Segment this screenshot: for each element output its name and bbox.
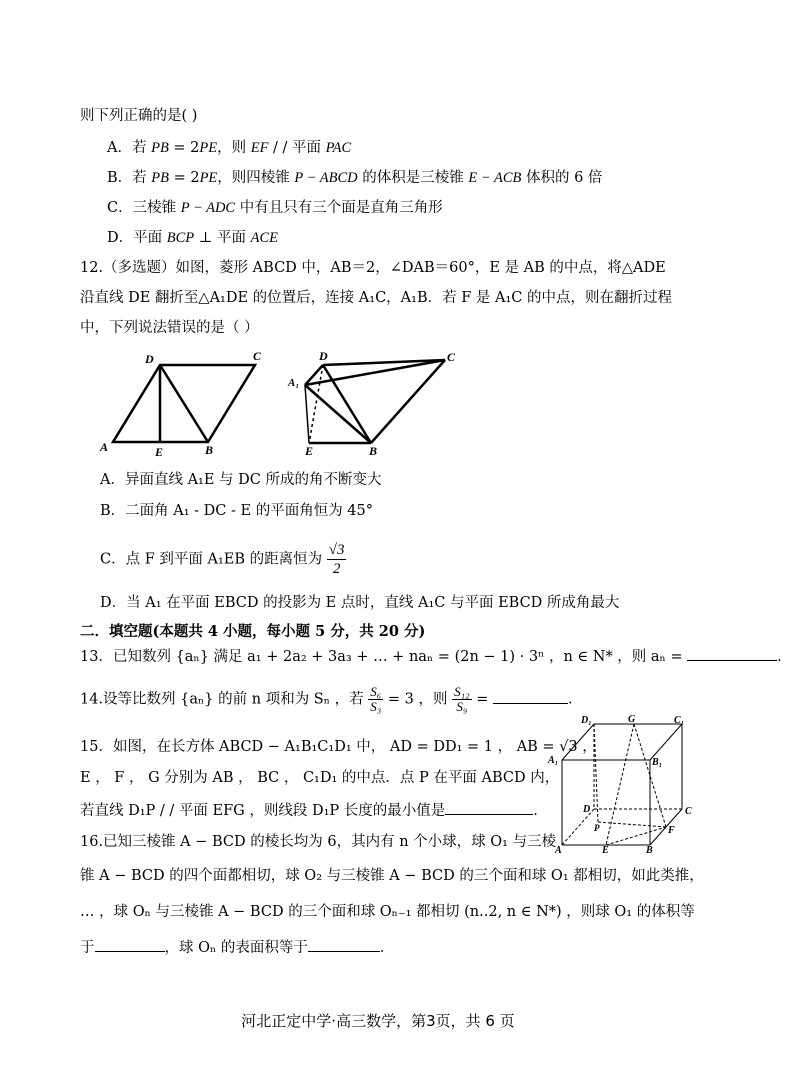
q11-option-c: C．三棱锥 P − ADC 中有且只有三个面是直角三角形 (107, 200, 443, 216)
label-d: D (319, 349, 328, 363)
label-a: A (100, 440, 109, 454)
q15-line3: 若直线 D₁P / / 平面 EFG ，则线段 D₁P 长度的最小值是 ． (80, 800, 548, 821)
q12-option-a: A．异面直线 A₁E 与 DC 所成的角不断变大 (100, 472, 382, 488)
label-a1: A₁ (548, 755, 559, 766)
q11-option-a: A．若 PB = 2PE，则 EF / / 平面 PAC (107, 140, 352, 156)
q16-answer-blank-2[interactable] (308, 937, 380, 952)
page-footer: 河北正定中学·高三数学，第3页，共 6 页 (241, 1012, 515, 1030)
label-a: A (555, 845, 562, 856)
label-c1: C₁ (674, 715, 685, 726)
q12-figure-rhombus (95, 345, 275, 460)
q16-line3: … ，球 Oₙ 与三棱锥 A − BCD 的三个面和球 Oₙ₋₁ 都相切 (n..2, n ∈ N*) ，则球 O₁ 的体积等 (80, 904, 695, 920)
label-f: F (668, 825, 675, 836)
q15-cuboid-figure (548, 712, 696, 854)
q15-line1: 15．如图，在长方体 ABCD − A₁B₁C₁D₁ 中， AD = DD₁ = 1 ， AB = √3 ， (80, 739, 597, 755)
q12-line1: 12.（多选题）如图，菱形 ABCD 中，AB＝2，∠DAB＝60°，E 是 AB 的中点，将△ADE (80, 260, 666, 276)
q16-line1: 16.已知三棱锥 A − BCD 的棱长均为 6，其内有 n 个小球，球 O₁ 与三棱 (80, 834, 557, 850)
label-b: B (369, 444, 378, 458)
q12-option-b: B．二面角 A₁ - DC - E 的平面角恒为 45° (100, 503, 374, 519)
q16-line4: 于 ，球 Oₙ 的表面积等于 ． (80, 937, 394, 958)
label-p: P (594, 823, 600, 833)
section-fill-blank-heading: 二．填空题(本题共 4 小题，每小题 5 分，共 20 分) (80, 623, 426, 640)
q11-option-b: B．若 PB = 2PE，则四棱锥 P − ABCD 的体积是三棱锥 E − ACB 体积的 6 倍 (107, 170, 603, 186)
label-c: C (253, 349, 262, 363)
label-b1: B₁ (652, 757, 663, 768)
label-a1: A₁ (288, 377, 300, 389)
label-d: D (583, 804, 591, 815)
q13-answer-blank[interactable] (687, 646, 777, 661)
q16-answer-blank-1[interactable] (95, 937, 165, 952)
q13: 13．已知数列 {aₙ} 满足 a₁ + 2a₂ + 3a₃ + … + naₙ = (2n − 1) · 3ⁿ ，n ∈ N* ，则 aₙ = ． (80, 646, 792, 667)
q12-option-c: C．点 F 到平面 A₁EB 的距离恒为 $\frac{√3}{2}$ (100, 542, 345, 577)
label-c: C (685, 806, 692, 817)
q14-answer-blank[interactable] (493, 689, 568, 704)
q11-stem: 则下列正确的是( ) (80, 108, 198, 124)
label-e: E (305, 444, 314, 458)
q11-option-d: D．平面 BCP ⊥ 平面 ACE (107, 230, 278, 246)
q15-line2: E ， F ， G 分别为 AB ， BC ， C₁D₁ 的中点．点 P 在平面 ABCD 内， (80, 770, 560, 786)
label-d: D (145, 352, 154, 366)
label-d1: D₁ (581, 715, 592, 726)
label-e: E (602, 845, 609, 856)
label-e: E (155, 445, 164, 459)
q12-figure-folded (285, 345, 470, 460)
q16-line2: 锥 A − BCD 的四个面都相切，球 O₂ 与三棱锥 A − BCD 的三个面和球 O₁ 都相切，如此类推， (80, 868, 704, 884)
q15-answer-blank[interactable] (445, 800, 533, 815)
label-b: B (205, 443, 214, 457)
q12-option-d: D．当 A₁ 在平面 EBCD 的投影为 E 点时，直线 A₁C 与平面 EBCD 所成角最大 (100, 595, 620, 611)
q14: 14.设等比数列 {aₙ} 的前 n 项和为 Sₙ ，若 $\frac{\text{S₆}}{\text{S₃}}$ = 3 ，则 $\frac{\text{S₁₂}}{\text{S₉}}$ = ． (80, 684, 583, 714)
label-b: B (646, 845, 653, 856)
q12-line3: 中，下列说法错误的是（ ） (80, 320, 259, 336)
label-g: G (628, 714, 636, 725)
label-c: C (447, 350, 456, 364)
q12-line2: 沿直线 DE 翻折至△A₁DE 的位置后，连接 A₁C，A₁B．若 F 是 A₁C 的中点，则在翻折过程 (80, 290, 672, 306)
